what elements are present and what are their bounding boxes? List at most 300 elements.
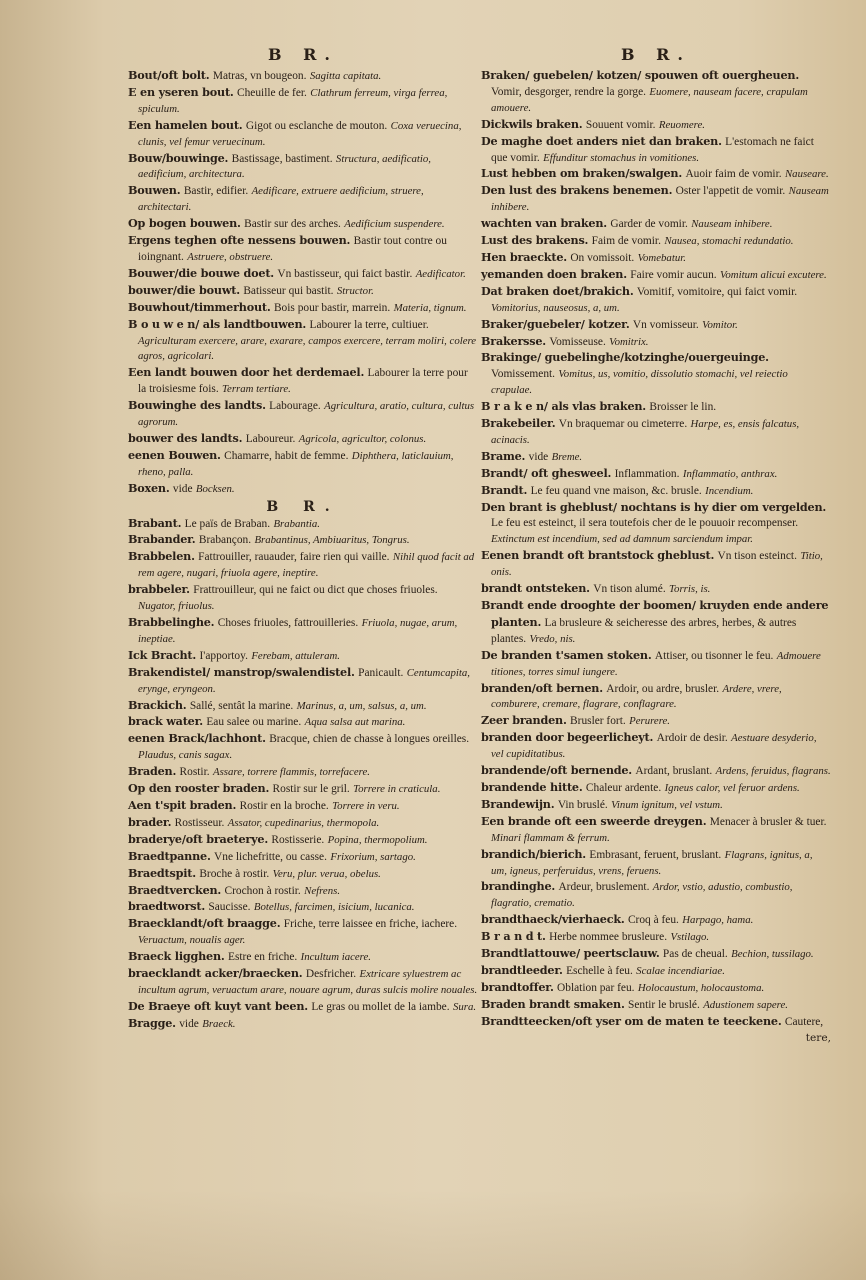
dictionary-entry [481,548,831,581]
entry-latin: Materia, tignum. [393,301,467,314]
entry-latin: Perurere. [629,715,670,728]
entry-french: Vomitif, vomitoire, qui faict vomir. [636,285,798,298]
entry-french: Menacer à brusler & tuer. [709,815,827,828]
entry-french: Chamarre, habit de femme. [224,449,349,462]
entry-headword: Op den rooster braden. [128,781,270,796]
dictionary-entry [128,764,478,781]
entry-headword: Ick Bracht. [128,647,197,662]
entry-french: Labourer la terre pour la troisiesme fois. [138,367,468,396]
dictionary-entry [128,949,478,966]
entry-latin: Admouere titiones, torres simul iungere. [491,649,821,678]
entry-french: Fattrouiller, rauauder, faire rien qui vaille. [198,551,390,564]
entry-headword: Brabbelinghe. [128,615,215,629]
entry-latin: Extricare syluestrem ac incultum agrum, veruactum arare, nouare agrum, duras sulcis molire nouales. [138,968,478,996]
entry-latin: Bechion, tussilago. [731,948,814,961]
right-column [481,44,831,1046]
entry-headword: bouwer/die bouwt. [128,282,240,297]
entry-latin: Botellus, farcimen, isicium, lucanica. [253,901,415,914]
entry-french: Brabançon. [198,534,252,547]
entry-headword: Brakebeiler. [481,416,556,431]
entry-headword: De branden t'samen stoken. [481,647,652,662]
entry-french: Brusler fort. [570,715,626,728]
dictionary-entry [481,399,831,416]
entry-headword: Brandtteecken/oft yser om de maten te teeckene. [481,1013,782,1028]
entry-headword: Bragge. [128,1015,176,1030]
dictionary-entry [481,416,831,449]
entry-french: Le gras ou mollet de la iambe. [311,1000,450,1013]
entry-french: Eau salee ou marine. [206,716,302,729]
entry-latin: Brabantinus, Ambiuaritus, Tongrus. [254,534,410,547]
entry-headword: Braken/ guebelen/ kotzen/ spouwen oft ouergheuen. [481,68,800,82]
entry-latin: Structura, aedificatio, aedificium, architectura. [138,152,431,181]
dictionary-entry [128,883,478,900]
entry-latin: Nihil quod facit ad rem agere, nugari, friuola agere, ineptire. [138,551,475,580]
entry-latin: Incultum iacere. [300,951,371,964]
entry-french: Oblation par feu. [557,981,635,994]
entry-french: Panicault. [358,666,404,679]
entry-french: Ardoir de desir. [656,732,728,745]
entry-latin: Assare, torrere flammis, torrefacere. [213,766,370,779]
dictionary-entry [481,879,831,912]
entry-headword: Boxen. [128,480,170,495]
entry-french: Souuent vomir. [585,118,656,131]
entry-headword: Brandtlattouwe/ peertsclauw. [481,946,660,961]
left-column [128,44,478,1033]
entry-headword: Brakinge/ guebelinghe/kotzinghe/ouergeuinge. [481,350,769,365]
entry-headword: yemanden doen braken. [481,266,627,281]
entry-french: Bastir sur des arches. [244,218,341,231]
entry-headword: Brabbelen. [128,549,195,564]
dictionary-entry [481,780,831,797]
entry-french: Bastissage, bastiment. [231,152,333,165]
entry-latin: Agricola, agricultor, colonus. [298,432,427,445]
entry-headword: Bouwhout/timmerhout. [128,299,271,314]
catchword: tere, [805,1031,831,1044]
entry-french: Croq à feu. [627,914,679,927]
dictionary-entry [128,151,478,184]
entry-french: Pas de cheual. [662,948,728,961]
entry-latin: Extinctum est incendium, sed ad damnum sarciendum impar. [491,533,753,546]
entry-headword: braedtworst. [128,899,206,914]
dictionary-entry [128,85,478,118]
entry-french: Broisser le lin. [649,401,717,414]
dictionary-entry [481,466,831,483]
dictionary-entry [481,997,831,1014]
entry-latin: Terram tertiare. [222,383,291,396]
entry-french: Frattrouilleur, qui ne faict ou dict que choses friuoles. [193,584,438,597]
entry-latin: Aestuare desyderio, vel cupiditatibus. [491,732,817,761]
entry-headword: Den lust des brakens benemen. [481,183,673,198]
entry-french: Attiser, ou tisonner le feu. [654,649,774,662]
entry-french: Vn tison esteinct. [717,550,797,563]
dictionary-entry [481,797,831,814]
entry-headword: Lust des brakens. [481,233,589,248]
right-entries [481,68,831,1031]
entry-headword: Dickwils braken. [481,116,583,131]
entry-french: Vn bastisseur, qui faict bastir. [277,267,413,280]
running-head-right: B R. [621,45,691,64]
entry-headword: Braedtspit. [128,865,196,880]
dictionary-entry [481,929,831,946]
entry-french: Rostisserie. [271,833,325,846]
entry-french: Le feu est esteinct, il sera toutefois cher de le pouuoir recompenser. [491,517,799,530]
entry-french: Le païs de Braban. [184,517,271,530]
entry-french: Estre en friche. [227,951,298,964]
entry-latin: Ardens, feruidus, flagrans. [715,765,831,778]
running-head-left: B R. [268,45,338,64]
entry-latin: Harpago, hama. [682,914,754,927]
dictionary-entry [128,398,478,431]
dictionary-entry [481,183,831,216]
entry-french: Crochon à rostir. [224,884,301,897]
entry-french: Batisseur qui bastit. [243,284,334,297]
dictionary-entry [481,648,831,681]
dictionary-entry [128,866,478,883]
entry-french: Rostisseur. [174,816,225,829]
dictionary-entry [128,481,478,498]
entry-headword: Bouwinghe des landts. [128,398,266,413]
entry-headword: Brakendistel/ manstrop/swalendistel. [128,664,355,679]
entry-headword: bouwer des landts. [128,430,243,445]
dictionary-entry [481,134,831,167]
entry-french: Herbe nommee brusleure. [549,931,668,944]
dictionary-entry [128,183,478,216]
entry-latin: Igneus calor, vel feruor ardens. [664,781,800,794]
entry-headword: De maghe doet anders niet dan braken. [481,133,722,148]
dictionary-entry [481,334,831,351]
entry-headword: B r a k e n/ als vlas braken. [481,399,647,414]
entry-headword: eenen Bouwen. [128,447,221,462]
dictionary-entry [481,166,831,183]
dictionary-entry [128,698,478,715]
entry-latin: Agriculturam exercere, arare, exarare, campos exercere, terram moliri, colere agros, agricolari. [138,334,477,363]
entry-headword: Eenen brandt oft brantstock gheblust. [481,548,715,563]
entry-headword: Bouwen. [128,183,181,198]
entry-latin: Nauseam inhibere. [491,185,829,214]
dictionary-entry [481,681,831,714]
entry-latin: Effunditur stomachus in vomitiones. [543,151,700,164]
entry-latin: Veru, plur. verua, obelus. [272,867,381,880]
entry-headword: brandich/bierich. [481,846,586,861]
entry-french: Chaleur ardente. [585,781,662,794]
entry-headword: Brandt. [481,482,528,497]
entry-french: Bracque, chien de chasse à longues oreilles. [269,733,470,746]
entry-latin: Vomitor. [702,318,738,331]
entry-french: Labourer la terre, cultiuer. [309,318,429,331]
entry-headword: Een landt bouwen door het derdemael. [128,365,365,380]
entry-latin: Brabantia. [273,517,320,530]
entry-headword: B o u w e n/ als landtbouwen. [128,316,307,331]
dictionary-entry [481,763,831,780]
entry-headword: Brakersse. [481,333,546,348]
dictionary-entry [481,730,831,763]
dictionary-entry [128,300,478,317]
entry-headword: brader. [128,814,172,829]
dictionary-entry [481,847,831,880]
entry-latin: Astruere, obstruere. [187,250,274,263]
entry-french: Sallé, sentât la marine. [189,699,294,712]
entry-latin: Harpe, es, ensis falcatus, acinacis. [491,418,800,446]
section-heading: B R. [266,498,340,515]
entry-french: Embrasant, feruent, bruslant. [589,848,722,861]
entry-french: Vomissement. [491,368,556,381]
entry-latin: Nugator, friuolus. [138,600,215,613]
dictionary-entry [481,963,831,980]
entry-headword: Een hamelen bout. [128,117,243,132]
entry-latin: Bocksen. [195,482,235,495]
entry-french: Saucisse. [208,901,251,914]
entry-latin: Plaudus, canis sagax. [138,749,233,762]
dictionary-entry [128,68,478,85]
entry-french: Inflammation. [614,467,680,480]
dictionary-entry [128,714,478,731]
entry-headword: Een brande oft een sweerde dreygen. [481,813,707,828]
dictionary-entry [128,317,478,366]
entry-latin: Structor. [336,284,374,297]
entry-headword: Braedtpanne. [128,848,211,863]
entry-french: Cheuille de fer. [236,86,307,99]
dictionary-entry [128,532,478,549]
entry-headword: braderye/oft braeterye. [128,831,269,846]
entry-headword: Braker/guebeler/ kotzer. [481,316,630,331]
entry-headword: braecklandt acker/braecken. [128,966,303,981]
dictionary-entry [481,317,831,334]
entry-french: Auoir faim de vomir. [685,168,782,181]
entry-french: Bastir tout contre ou ioingnant. [138,235,447,263]
entry-latin: Marinus, a, um, salsus, a, um. [296,699,427,712]
entry-french: La brusleure & seicheresse des arbres, herbes, & autres plantes. [491,616,797,645]
entry-french: Desfricher. [305,968,357,981]
entry-headword: Brabander. [128,532,196,547]
dictionary-entry [128,899,478,916]
entry-headword: Den brant is gheblust/ nochtans is hy dier om vergelden. [481,499,827,514]
entry-headword: Brandt/ oft ghesweel. [481,465,612,480]
entry-latin: Frixorium, sartago. [330,850,416,863]
entry-latin: Sagitta capitata. [309,70,382,82]
entry-headword: Dat braken doet/brakich. [481,283,634,298]
entry-headword: eenen Brack/lachhont. [128,731,266,746]
dictionary-entry [128,118,478,151]
entry-latin: Adustionem sapere. [703,998,788,1011]
entry-french: Rostir sur le gril. [272,783,350,796]
dictionary-entry [128,731,478,764]
entry-latin: Braeck. [202,1017,236,1030]
entry-french: Eschelle à feu. [566,964,633,977]
entry-latin: Scalae incendiariae. [636,964,725,977]
dictionary-entry [481,68,831,117]
dictionary-entry [481,1014,831,1031]
entry-latin: Torrere in veru. [332,799,400,812]
dictionary-entry [128,781,478,798]
entry-headword: E en yseren bout. [128,84,234,99]
entry-headword: Brandewijn. [481,796,555,811]
entry-french: Rostir. [179,766,210,779]
entry-latin: Vomitrix. [609,335,649,348]
entry-french: Ardeur, bruslement. [558,881,650,894]
entry-headword: Bout/oft bolt. [128,68,210,82]
entry-french: Garder de vomir. [610,218,688,231]
entry-french: Ardoir, ou ardre, brusler. [606,682,720,695]
entry-latin: Ferebam, attuleram. [251,649,340,662]
entry-headword: Braedtvercken. [128,882,222,897]
entry-latin: Centumcapita, erynge, eryngeon. [138,666,471,695]
dictionary-entry [481,946,831,963]
dictionary-entry [481,713,831,730]
entry-latin: Vomitum alicui excutere. [720,268,827,281]
entry-headword: Braecklandt/oft braagge. [128,916,281,931]
entry-latin: Aedificator. [415,267,466,280]
entry-latin: Veruactum, noualis ager. [138,934,246,947]
dictionary-entry [128,516,478,533]
entry-latin: Minari flammam & ferrum. [491,831,610,844]
dictionary-entry [481,814,831,847]
dictionary-entry [481,483,831,500]
left-entries-a [128,68,478,498]
entry-french: L'estomach ne faict que vomir. [491,135,814,164]
dictionary-entry [128,216,478,233]
entry-headword: brandtoffer. [481,979,554,994]
dictionary-entry [128,798,478,815]
entry-latin: Nauseare. [784,168,829,181]
entry-latin: Vomitorius, nauseosus, a, um. [491,301,620,314]
dictionary-entry [128,365,478,398]
entry-headword: branden/oft bernen. [481,680,603,695]
entry-headword: Ergens teghen ofte nessens bouwen. [128,233,351,248]
entry-headword: Brame. [481,448,526,463]
dictionary-entry [128,266,478,283]
dictionary-entry [481,449,831,466]
dictionary-entry [128,849,478,866]
entry-headword: brack water. [128,714,203,729]
entry-french: Oster l'appetit de vomir. [675,185,786,198]
dictionary-entry [481,500,831,549]
entry-headword: Brandt ende drooghte der boomen/ kruyden ende andere planten. [481,598,829,629]
entry-headword: brandtleeder. [481,962,563,977]
entry-latin: Vredo, nis. [529,632,576,645]
entry-french: Labourage. [269,400,321,413]
entry-latin: Torrere in craticula. [353,783,441,796]
entry-french: vide [172,482,193,495]
entry-latin: Reuomere. [658,118,705,131]
entry-latin: Vinum ignitum, vel vstum. [611,798,723,811]
entry-headword: brandende hitte. [481,779,583,794]
entry-headword: B r a n d t. [481,929,546,944]
entry-latin: Diphthera, laticlauium, rheno, palla. [138,449,454,478]
entry-headword: Braeck ligghen. [128,949,225,964]
dictionary-entry [481,284,831,317]
entry-headword: brabbeler. [128,582,190,597]
entry-latin: Aedificium suspendere. [344,218,445,231]
dictionary-entry [128,233,478,266]
entry-french: Vn vomisseur. [632,318,699,331]
entry-french: Vne lichefritte, ou casse. [214,850,327,863]
entry-latin: Agricultura, aratio, cultura, cultus agrorum. [138,400,475,429]
dictionary-entry [481,581,831,598]
entry-headword: Lust hebben om braken/swalgen. [481,166,683,181]
entry-french: Vin bruslé. [557,798,608,811]
entry-headword: Bouw/bouwinge. [128,150,229,165]
entry-headword: branden door begeerlicheyt. [481,730,654,745]
dictionary-entry [128,1016,478,1033]
dictionary-entry [481,350,831,399]
dictionary-entry [128,448,478,481]
dictionary-entry [128,549,478,582]
entry-french: Vn braquemar ou cimeterre. [558,418,688,431]
entry-french: I'apportoy. [199,649,248,662]
entry-latin: Torris, is. [669,583,711,596]
entry-latin: Euomere, nauseam facere, crapulam amouere. [491,85,808,114]
dictionary-entry [128,615,478,648]
entry-french: Faim de vomir. [591,235,661,248]
entry-latin: Vomitus, us, vomitio, dissolutio stomachi, vel reiectio crapulae. [491,368,788,397]
entry-french: Cautere, [784,1015,824,1028]
entry-latin: Ardere, vrere, comburere, cremare, flagrare, conflagrare. [491,682,782,711]
entry-headword: brandt ontsteken. [481,581,590,596]
dictionary-entry [481,980,831,997]
entry-latin: Holocaustum, holocaustoma. [637,981,765,994]
entry-french: Matras, vn bougeon. [212,70,307,82]
entry-latin: Vomebatur. [637,251,686,264]
entry-latin: Sura. [452,1000,477,1013]
entry-latin: Nefrens. [304,884,341,897]
entry-latin: Assator, cupedinarius, thermopola. [227,816,380,829]
entry-french: vide [528,450,549,463]
entry-latin: Aqua salsa aut marina. [304,716,406,729]
entry-headword: Zeer branden. [481,713,567,728]
entry-french: Rostir en la broche. [239,799,329,812]
entry-headword: Brabant. [128,515,182,530]
entry-french: Bois pour bastir, marrein. [273,301,391,314]
entry-headword: Aen t'spit braden. [128,797,237,812]
entry-headword: De Braeye oft kuyt vant been. [128,998,308,1013]
dictionary-entry [128,832,478,849]
entry-latin: Nausea, stomachi redundatio. [664,235,794,248]
entry-french: On vomissoit. [570,251,635,264]
dictionary-entry [128,431,478,448]
entry-latin: Titio, onis. [491,550,823,579]
entry-latin: Ardor, vstio, adustio, combustio, flagratio, crematio. [491,881,793,910]
dictionary-entry [128,916,478,949]
dictionary-entry [481,912,831,929]
entry-latin: Vstilago. [670,931,710,944]
entry-headword: Op bogen bouwen. [128,216,241,231]
entry-french: Faire vomir aucun. [630,268,717,281]
entry-latin: Breme. [551,450,583,463]
entry-headword: brandinghe. [481,879,556,894]
entry-french: vide [179,1017,199,1030]
entry-latin: Coxa veruecina, clunis, vel femur veruecinum. [138,119,462,148]
entry-latin: Incendium. [705,484,754,497]
dictionary-entry [128,582,478,615]
entry-french: Vomir, desgorger, rendre la gorge. [491,85,647,98]
entry-french: Le feu quand vne maison, &c. brusle. [530,484,702,497]
dictionary-entry [128,966,478,999]
entry-latin: Aedificare, extruere aedificium, struere, architectari. [138,185,424,214]
entry-headword: Bouwer/die bouwe doet. [128,265,274,280]
dictionary-entry [128,665,478,698]
entry-headword: Brackich. [128,697,187,712]
entry-french: Gigot ou esclanche de mouton. [245,119,388,132]
left-entries-b [128,516,478,1033]
dictionary-entry [481,216,831,233]
entry-french: Friche, terre laissee en friche, iachere. [283,918,458,931]
dictionary-entry [481,233,831,250]
entry-french: Choses friuoles, fattrouilleries. [217,617,359,629]
entry-latin: Clathrum ferreum, virga ferrea, spiculum. [138,86,448,115]
entry-headword: brandthaeck/vierhaeck. [481,912,625,927]
dictionary-entry [481,598,831,648]
entry-headword: Braden brandt smaken. [481,996,625,1011]
